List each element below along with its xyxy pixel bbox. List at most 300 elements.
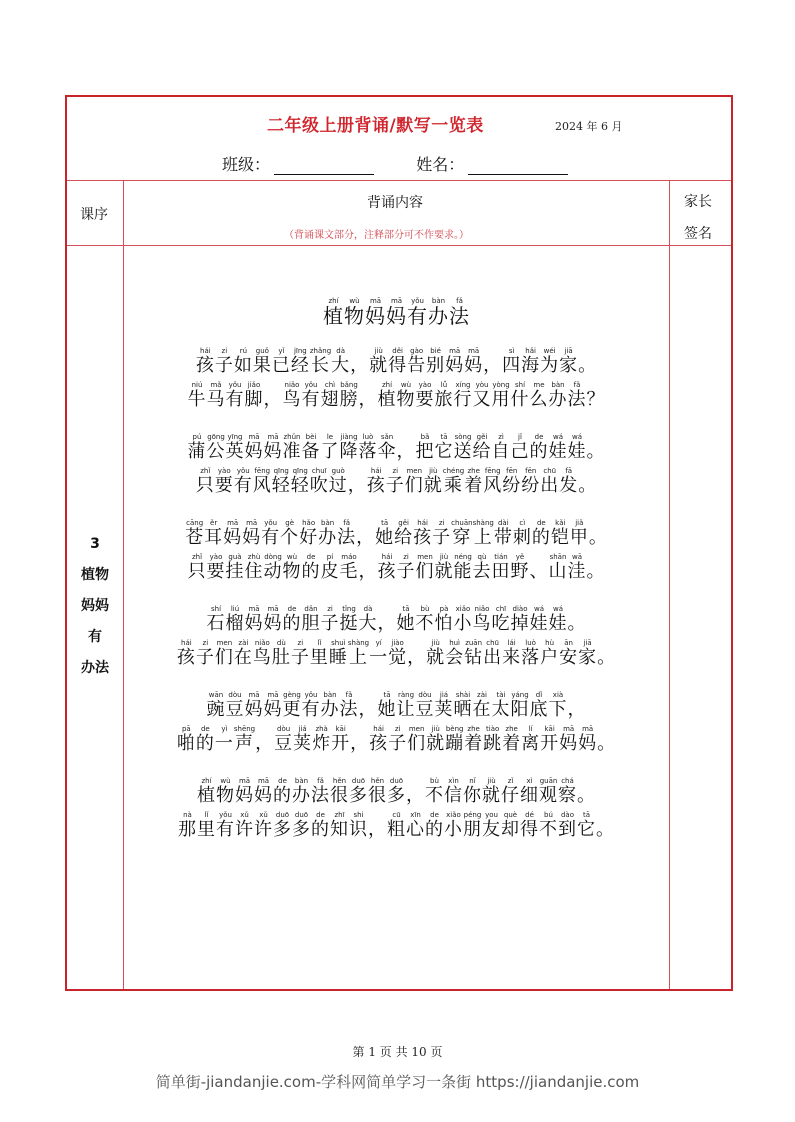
hanzi-with-pinyin: 户hù (540, 639, 560, 668)
hanzi-with-pinyin: 那nà (178, 811, 197, 840)
hanzi-with-pinyin: 植zhí (377, 381, 397, 410)
hanzi-with-pinyin: 。 (577, 785, 596, 806)
hanzi-with-pinyin: 她tā (377, 691, 397, 720)
hanzi-with-pinyin: 它tā (577, 811, 596, 840)
hanzi-with-pinyin: 用yòng (491, 381, 511, 410)
hanzi-with-pinyin: 吹chuī (309, 467, 329, 496)
name-field[interactable] (468, 160, 568, 175)
hanzi-with-pinyin: 物wù (282, 553, 302, 582)
hanzi-with-pinyin: 法fǎ (567, 381, 587, 410)
hanzi-with-pinyin: 了le (320, 433, 340, 462)
hanzi-with-pinyin: 妈mā (263, 433, 283, 462)
hanzi-with-pinyin: 风fēng (483, 467, 503, 496)
hanzi-with-pinyin: 小xiǎo (453, 605, 473, 634)
poem-line (124, 777, 669, 811)
title-row (67, 97, 731, 180)
stanza (124, 433, 669, 501)
recitation-content (124, 245, 669, 845)
hanzi-with-pinyin: 妈mā (235, 777, 254, 806)
stanza (124, 519, 669, 587)
hanzi-with-pinyin: ， (263, 389, 283, 410)
hanzi-with-pinyin: 什shí (510, 381, 530, 410)
hanzi-with-pinyin: 声shēng (233, 725, 256, 754)
hanzi-with-pinyin: 法fǎ (337, 519, 357, 548)
hanzi-with-pinyin: ， (377, 613, 397, 634)
hanzi-with-pinyin: 得dé (520, 811, 539, 840)
hanzi-with-pinyin: 就jiù (434, 553, 454, 582)
hanzi-with-pinyin: 多duō (387, 777, 406, 806)
hanzi-with-pinyin: 们men (214, 639, 234, 668)
hanzi-with-pinyin: 海hǎi (521, 347, 541, 376)
hanzi-with-pinyin: 动dòng (263, 553, 283, 582)
hanzi-with-pinyin: 小xiǎo (444, 811, 463, 840)
hanzi-with-pinyin: 有yǒu (233, 467, 253, 496)
stanza (124, 777, 669, 845)
poem-line (124, 381, 669, 415)
hanzi-with-pinyin: 已yǐ (271, 347, 291, 376)
hanzi-with-pinyin: 风fēng (252, 467, 272, 496)
hanzi-with-pinyin: 又yòu (472, 381, 492, 410)
hanzi-with-pinyin: 孩hái (176, 639, 196, 668)
hanzi-with-pinyin: 。 (586, 441, 606, 462)
page-title: 二年级上册背诵/默写一览表 (267, 116, 484, 136)
hanzi-with-pinyin: 苍cāng (185, 519, 205, 548)
hanzi-with-pinyin: 的de (425, 811, 444, 840)
hanzi-with-pinyin: 如rú (233, 347, 253, 376)
hanzi-with-pinyin: 的de (195, 725, 215, 754)
hanzi-with-pinyin: 的de (282, 605, 302, 634)
hanzi-with-pinyin: 植zhí (323, 297, 344, 328)
name-label: 姓名： (416, 155, 465, 174)
hanzi-with-pinyin: 有yǒu (407, 297, 428, 328)
hanzi-with-pinyin: 多duō (273, 811, 292, 840)
hanzi-with-pinyin: 四sì (502, 347, 522, 376)
hanzi-with-pinyin: 穿chuān (451, 519, 473, 548)
hanzi-with-pinyin: 孩hái (369, 725, 389, 754)
hanzi-with-pinyin: 。 (596, 819, 615, 840)
header-sign-2: 签名 (684, 226, 712, 242)
hanzi-with-pinyin: 给gěi (472, 433, 492, 462)
hanzi-with-pinyin: 妈mā (244, 605, 264, 634)
hanzi-with-pinyin: 跳tiào (483, 725, 503, 754)
hanzi-with-pinyin: 知zhī (330, 811, 349, 840)
hanzi-with-pinyin: 妈mā (578, 725, 598, 754)
hanzi-with-pinyin: 妈mā (263, 605, 283, 634)
hanzi-with-pinyin: 开kāi (540, 725, 560, 754)
hanzi-with-pinyin: 观guān (539, 777, 558, 806)
hanzi-with-pinyin: 的de (273, 777, 292, 806)
hanzi-with-pinyin: 离lí (521, 725, 541, 754)
hanzi-with-pinyin: 纷fēn (521, 467, 541, 496)
stanza (124, 347, 669, 415)
date-label: 2024 年 6 月 (555, 120, 623, 133)
hanzi-with-pinyin: 开kāi (331, 725, 351, 754)
hanzi-with-pinyin: 里lǐ (197, 811, 216, 840)
hanzi-with-pinyin: 识shi (349, 811, 368, 840)
hanzi-with-pinyin: 只zhǐ (187, 553, 207, 582)
hanzi-with-pinyin: 乘chéng (442, 467, 465, 496)
divider (67, 180, 731, 181)
hanzi-with-pinyin: 为wéi (540, 347, 560, 376)
hanzi-with-pinyin: 落luò (358, 433, 378, 462)
hanzi-with-pinyin: 法fǎ (339, 691, 359, 720)
poem-line (124, 553, 669, 587)
hanzi-with-pinyin: 告gào (407, 347, 427, 376)
header-sign-1: 家长 (684, 194, 712, 210)
hanzi-with-pinyin: 。 (597, 733, 617, 754)
hanzi-with-pinyin: 的de (531, 519, 551, 548)
hanzi-with-pinyin: 轻qīng (290, 467, 310, 496)
hanzi-with-pinyin: 妈mā (242, 519, 262, 548)
hanzi-with-pinyin: 有yǒu (301, 381, 321, 410)
hanzi-with-pinyin: 。 (567, 613, 587, 634)
hanzi-with-pinyin: 们men (407, 725, 427, 754)
poem-title (124, 297, 669, 329)
hanzi-with-pinyin: 着zhe (464, 725, 484, 754)
hanzi-with-pinyin: 英yīng (225, 433, 245, 462)
stanza (124, 605, 669, 673)
poem-line (124, 519, 669, 553)
hanzi-with-pinyin: 她tā (396, 605, 416, 634)
hanzi-with-pinyin: 榴liú (225, 605, 245, 634)
hanzi-with-pinyin: 。 (586, 561, 606, 582)
hanzi-with-pinyin: 纷fēn (502, 467, 522, 496)
stanza (124, 691, 669, 759)
hanzi-with-pinyin: 公gōng (206, 433, 226, 462)
hanzi-with-pinyin: 信xìn (444, 777, 463, 806)
hanzi-with-pinyin: 仔zǐ (501, 777, 520, 806)
hanzi-with-pinyin: 就jiù (482, 777, 501, 806)
hanzi-with-pinyin: 子zi (396, 553, 416, 582)
hanzi-with-pinyin: 。 (588, 527, 608, 548)
hanzi-with-pinyin: 、 (529, 561, 549, 582)
hanzi-with-pinyin: 牛niú (187, 381, 207, 410)
hanzi-with-pinyin: 妈mā (365, 297, 386, 328)
header-content: 背诵内容 (367, 195, 423, 211)
hanzi-with-pinyin: ， (255, 733, 275, 754)
hanzi-with-pinyin: 长zhǎng (309, 347, 332, 376)
poem-line (124, 811, 669, 845)
hanzi-with-pinyin: 个gè (280, 519, 300, 548)
hanzi-with-pinyin: 别bié (426, 347, 446, 376)
hanzi-with-pinyin: ， (406, 785, 425, 806)
hanzi-with-pinyin: 豆dòu (274, 725, 294, 754)
hanzi-with-pinyin: 怕pà (434, 605, 454, 634)
hanzi-with-pinyin: 豆dòu (225, 691, 245, 720)
hanzi-with-pinyin: 铠kǎi (550, 519, 570, 548)
hanzi-with-pinyin: 里lǐ (309, 639, 329, 668)
hanzi-with-pinyin: 觉jiào (388, 639, 408, 668)
hanzi-with-pinyin: 妈mā (559, 725, 579, 754)
hanzi-with-pinyin: 就jiù (426, 725, 446, 754)
hanzi-with-pinyin: 娃wá (548, 605, 568, 634)
hanzi-with-pinyin: 只zhǐ (195, 467, 215, 496)
hanzi-with-pinyin: 挺tǐng (339, 605, 359, 634)
hanzi-with-pinyin: 备bèi (301, 433, 321, 462)
hanzi-with-pinyin: 到dào (558, 811, 577, 840)
hanzi-with-pinyin: 会huì (445, 639, 465, 668)
hanzi-with-pinyin: 上shàng (347, 639, 370, 668)
hanzi-with-pinyin: 妈mā (223, 519, 243, 548)
hanzi-with-pinyin: 子zi (320, 605, 340, 634)
hanzi-with-pinyin: 胆dǎn (301, 605, 321, 634)
hanzi-with-pinyin: 办bàn (292, 777, 311, 806)
hanzi-with-pinyin: 底dǐ (529, 691, 549, 720)
hanzi-with-pinyin: 给gěi (394, 519, 414, 548)
hanzi-with-pinyin: 许xǔ (235, 811, 254, 840)
hanzi-with-pinyin: 子zi (388, 725, 408, 754)
class-field[interactable] (274, 160, 374, 175)
hanzi-with-pinyin: 很hěn (330, 777, 349, 806)
hanzi-with-pinyin: 孩hái (366, 467, 386, 496)
hanzi-with-pinyin: 有yǒu (301, 691, 321, 720)
lesson-number: 3 (90, 536, 100, 552)
hanzi-with-pinyin: 马mǎ (206, 381, 226, 410)
hanzi-with-pinyin: 友you (482, 811, 501, 840)
hanzi-with-pinyin: 行xíng (453, 381, 473, 410)
hanzi-with-pinyin: 果guǒ (252, 347, 272, 376)
hanzi-with-pinyin: 能néng (453, 553, 473, 582)
hanzi-with-pinyin: ， (356, 527, 376, 548)
hanzi-with-pinyin: 的de (301, 553, 321, 582)
hanzi-with-pinyin: 有yǒu (261, 519, 281, 548)
hanzi-with-pinyin: 要yào (214, 467, 234, 496)
hanzi-with-pinyin: ， (368, 819, 387, 840)
hanzi-with-pinyin: 子zi (385, 467, 405, 496)
hanzi-with-pinyin: 妈mā (464, 347, 484, 376)
hanzi-with-pinyin: ， (358, 389, 378, 410)
hanzi-with-pinyin: 挂guà (225, 553, 245, 582)
hanzi-with-pinyin: 办bàn (320, 691, 340, 720)
hanzi-with-pinyin: 落luò (521, 639, 541, 668)
hanzi-with-pinyin: 孩hái (195, 347, 215, 376)
hanzi-with-pinyin: 。 (578, 355, 598, 376)
hanzi-with-pinyin: 肚dù (271, 639, 291, 668)
hanzi-with-pinyin: 你nǐ (463, 777, 482, 806)
hanzi-with-pinyin: 却què (501, 811, 520, 840)
hanzi-with-pinyin: 准zhǔn (282, 433, 302, 462)
hanzi-with-pinyin: ？ (586, 389, 606, 410)
hanzi-with-pinyin: 就jiù (423, 467, 443, 496)
hanzi-with-pinyin: 法fǎ (311, 777, 330, 806)
poem-line (124, 433, 669, 467)
hanzi-with-pinyin: 要yào (415, 381, 435, 410)
hanzi-with-pinyin: 来lái (502, 639, 522, 668)
hanzi-with-pinyin: 子zi (432, 519, 452, 548)
hanzi-with-pinyin: 掉diào (510, 605, 530, 634)
class-label: 班级： (222, 155, 271, 174)
hanzi-with-pinyin: ， (358, 561, 378, 582)
hanzi-with-pinyin: 办bàn (428, 297, 449, 328)
hanzi-with-pinyin: 么me (529, 381, 549, 410)
lesson-name-line: 有 (88, 629, 102, 645)
hanzi-with-pinyin: 不bú (539, 811, 558, 840)
student-fields (222, 152, 568, 175)
hanzi-with-pinyin: 吃chī (491, 605, 511, 634)
poem-line (124, 725, 669, 759)
hanzi-with-pinyin: 家jiā (559, 347, 579, 376)
hanzi-with-pinyin: 经jīng (290, 347, 310, 376)
hanzi-with-pinyin: 就jiù (369, 347, 389, 376)
lesson-name-line: 妈妈 (81, 598, 109, 614)
hanzi-with-pinyin: 阳yáng (510, 691, 530, 720)
hanzi-with-pinyin: 翅chì (320, 381, 340, 410)
hanzi-with-pinyin: 己jǐ (510, 433, 530, 462)
hanzi-with-pinyin: 下xià (548, 691, 568, 720)
hanzi-with-pinyin: 一yí (369, 639, 389, 668)
hanzi-with-pinyin: 多duō (349, 777, 368, 806)
hanzi-with-pinyin: 自zì (491, 433, 511, 462)
hanzi-with-pinyin: 子zi (214, 347, 234, 376)
hanzi-with-pinyin: 有yǒu (216, 811, 235, 840)
hanzi-with-pinyin: 荚jiá (293, 725, 313, 754)
hanzi-with-pinyin: 刺cì (512, 519, 532, 548)
poem-line (124, 639, 669, 673)
hanzi-with-pinyin: 脚jiǎo (244, 381, 264, 410)
hanzi-with-pinyin: 妈mā (244, 691, 264, 720)
hanzi-with-pinyin: 很hěn (368, 777, 387, 806)
hanzi-with-pinyin: 发fā (559, 467, 579, 496)
header-content-note: （背诵课文部分，注释部分可不作要求。） (284, 230, 469, 241)
hanzi-with-pinyin: 去qù (472, 553, 492, 582)
hanzi-with-pinyin: 鸟niǎo (472, 605, 492, 634)
hanzi-with-pinyin: ， (350, 733, 370, 754)
hanzi-with-pinyin: 炸zhà (312, 725, 332, 754)
hanzi-with-pinyin: 们men (404, 467, 424, 496)
poem-line (124, 347, 669, 381)
hanzi-with-pinyin: 荚jiá (434, 691, 454, 720)
hanzi-with-pinyin: 安ān (559, 639, 579, 668)
hanzi-with-pinyin: 粗cū (387, 811, 406, 840)
hanzi-with-pinyin: 孩hái (413, 519, 433, 548)
hanzi-with-pinyin: ， (483, 355, 503, 376)
hanzi-with-pinyin: 。 (578, 475, 598, 496)
hanzi-with-pinyin: 上shàng (472, 519, 494, 548)
hanzi-with-pinyin: 豆dòu (415, 691, 435, 720)
hanzi-with-pinyin: 们men (415, 553, 435, 582)
hanzi-with-pinyin: 在zài (472, 691, 492, 720)
hanzi-with-pinyin: 物wù (396, 381, 416, 410)
hanzi-with-pinyin: 石shí (206, 605, 226, 634)
divider (669, 180, 670, 989)
hanzi-with-pinyin: 。 (597, 647, 617, 668)
hanzi-with-pinyin: 带dài (493, 519, 513, 548)
hanzi-with-pinyin: 耳ěr (204, 519, 224, 548)
hanzi-with-pinyin: 让ràng (396, 691, 416, 720)
hanzi-with-pinyin: 鸟niǎo (252, 639, 272, 668)
hanzi-with-pinyin: 着zhe (464, 467, 484, 496)
poem-line (124, 691, 669, 725)
hanzi-with-pinyin: 鸟niǎo (282, 381, 302, 410)
hanzi-with-pinyin: 妈mā (386, 297, 407, 328)
hanzi-with-pinyin: 太tài (491, 691, 511, 720)
lesson-name-line: 办法 (81, 660, 109, 676)
hanzi-with-pinyin: 大dà (358, 605, 378, 634)
hanzi-with-pinyin: 她tā (375, 519, 395, 548)
watermark: 简单街-jiandanjie.com-学科网简单学习一条街 https://jiandanjie.com (155, 1073, 640, 1091)
hanzi-with-pinyin: 洼wā (567, 553, 587, 582)
hanzi-with-pinyin: 出chū (483, 639, 503, 668)
hanzi-with-pinyin: 着zhe (502, 725, 522, 754)
hanzi-with-pinyin: 心xīn (406, 811, 425, 840)
hanzi-with-pinyin: 蹦bèng (445, 725, 465, 754)
hanzi-with-pinyin: 娃wá (548, 433, 568, 462)
hanzi-with-pinyin: 物wù (216, 777, 235, 806)
hanzi-with-pinyin: ， (407, 647, 427, 668)
hanzi-with-pinyin: 睡shuì (328, 639, 348, 668)
hanzi-with-pinyin: 子zi (290, 639, 310, 668)
hanzi-with-pinyin: 要yào (206, 553, 226, 582)
hanzi-with-pinyin: 的de (311, 811, 330, 840)
hanzi-with-pinyin: 野yě (510, 553, 530, 582)
hanzi-with-pinyin: 更gèng (282, 691, 302, 720)
hanzi-with-pinyin: 办bàn (548, 381, 568, 410)
hanzi-with-pinyin: 把bǎ (415, 433, 435, 462)
hanzi-with-pinyin: 妈mā (445, 347, 465, 376)
poem-line (124, 605, 669, 639)
header-lesson: 课序 (80, 207, 108, 223)
poem-body (124, 347, 669, 845)
recitation-table (65, 95, 733, 991)
hanzi-with-pinyin: 细xì (520, 777, 539, 806)
hanzi-with-pinyin: 膀bǎng (339, 381, 359, 410)
hanzi-with-pinyin: 不bù (425, 777, 444, 806)
hanzi-with-pinyin: 蒲pú (187, 433, 207, 462)
hanzi-with-pinyin: 钻zuān (464, 639, 484, 668)
hanzi-with-pinyin: ， (347, 475, 367, 496)
poem-line (124, 297, 669, 329)
hanzi-with-pinyin: 住zhù (244, 553, 264, 582)
hanzi-with-pinyin: 植zhí (197, 777, 216, 806)
hanzi-with-pinyin: 它tā (434, 433, 454, 462)
hanzi-with-pinyin: ， (358, 699, 378, 720)
hanzi-with-pinyin: 娃wá (529, 605, 549, 634)
hanzi-with-pinyin: 物wù (344, 297, 365, 328)
hanzi-with-pinyin: 出chū (540, 467, 560, 496)
lesson-name-line: 植物 (81, 567, 109, 583)
hanzi-with-pinyin: 轻qīng (271, 467, 291, 496)
hanzi-with-pinyin: 田tián (491, 553, 511, 582)
hanzi-with-pinyin: 妈mā (263, 691, 283, 720)
poem-line (124, 467, 669, 501)
page-number: 第 1 页 共 10 页 (352, 1045, 443, 1059)
hanzi-with-pinyin: 法fǎ (449, 297, 470, 328)
hanzi-with-pinyin: 甲jiǎ (569, 519, 589, 548)
hanzi-with-pinyin: 大dà (331, 347, 351, 376)
hanzi-with-pinyin: 豌wān (206, 691, 226, 720)
hanzi-with-pinyin: 得děi (388, 347, 408, 376)
hanzi-with-pinyin: 妈mā (254, 777, 273, 806)
hanzi-with-pinyin: 有yǒu (225, 381, 245, 410)
hanzi-with-pinyin: 降jiàng (339, 433, 359, 462)
hanzi-with-pinyin: 山shān (548, 553, 568, 582)
hanzi-with-pinyin: 皮pí (320, 553, 340, 582)
hanzi-with-pinyin: 子zi (195, 639, 215, 668)
hanzi-with-pinyin: 朋péng (463, 811, 482, 840)
hanzi-with-pinyin: 不bù (415, 605, 435, 634)
lesson-cell (67, 529, 123, 684)
hanzi-with-pinyin: 伞sǎn (377, 433, 397, 462)
hanzi-with-pinyin: 的de (529, 433, 549, 462)
hanzi-with-pinyin: 过guò (328, 467, 348, 496)
hanzi-with-pinyin: 一yì (214, 725, 234, 754)
hanzi-with-pinyin: 送sòng (453, 433, 473, 462)
hanzi-with-pinyin: 毛máo (339, 553, 359, 582)
hanzi-with-pinyin: 啪pā (176, 725, 196, 754)
hanzi-with-pinyin: 察chá (558, 777, 577, 806)
hanzi-with-pinyin: ， (396, 441, 416, 462)
hanzi-with-pinyin: 就jiù (426, 639, 446, 668)
